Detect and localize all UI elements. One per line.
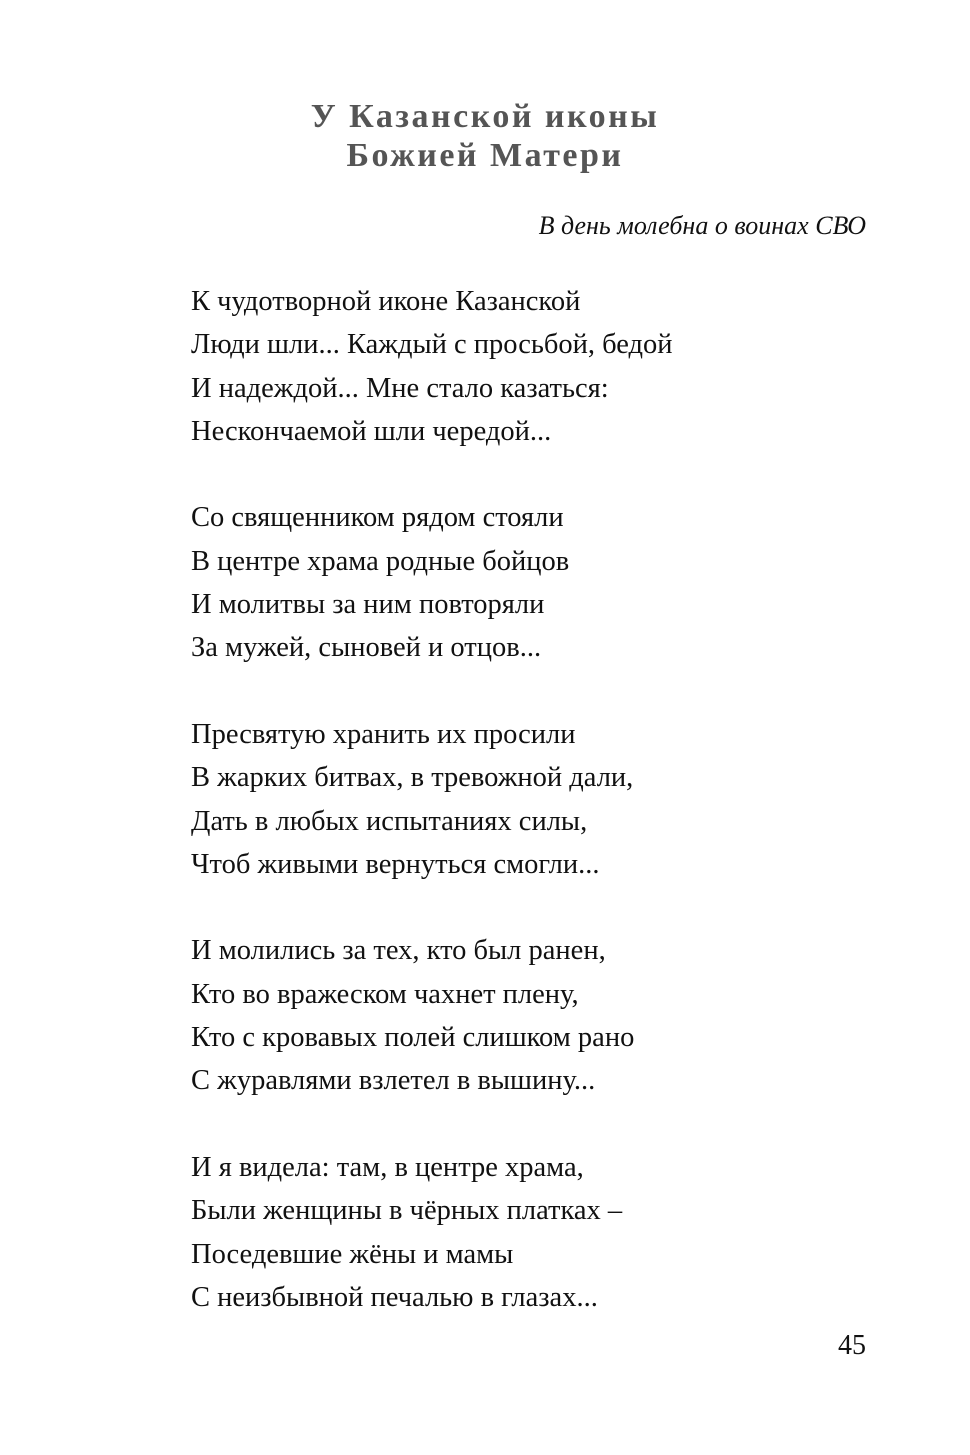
poem-line: Нескончаемой шли чередой... (191, 415, 552, 447)
page-number: 45 (838, 1330, 866, 1361)
stanza (191, 929, 673, 1102)
poem-line: Кто во вражеском чахнет плену, (191, 978, 579, 1010)
poem-line: С журавлями взлетел в вышину... (191, 1065, 596, 1097)
poem-line: Люди шли... Каждый с просьбой, бедой (191, 329, 673, 361)
poem-line: Поседевшие жёны и мамы (191, 1238, 514, 1270)
stanza (191, 713, 673, 886)
poem-line: Со священником рядом стояли (191, 502, 564, 534)
poem-line: И я видела: там, в центре храма, (191, 1151, 584, 1183)
poem-line: В центре храма родные бойцов (191, 545, 570, 577)
poem-title-line: У Казанской иконы (310, 98, 660, 135)
poem-line: В жарких битвах, в тревожной дали, (191, 762, 634, 794)
poem-line: Чтоб живыми вернуться смогли... (191, 848, 600, 880)
poem-line: Кто с кровавых полей слишком рано (191, 1022, 635, 1054)
poem-line: Дать в любых испытаниях силы, (191, 805, 588, 837)
stanza (191, 1146, 673, 1319)
poem-title (0, 97, 970, 175)
stanza (191, 280, 673, 453)
poem-dedication: В день молебна о воинах СВО (538, 211, 866, 240)
poem-body (191, 280, 673, 1362)
poem-line: К чудотворной иконе Казанской (191, 286, 581, 317)
poem-line: За мужей, сыновей и отцов... (191, 632, 542, 664)
poem-line: И надеждой... Мне стало казаться: (191, 372, 609, 404)
stanza (191, 496, 673, 669)
poem-line: С неизбывной печалью в глазах... (191, 1281, 598, 1313)
poem-line: Были женщины в чёрных платках – (191, 1195, 623, 1227)
poem-line: И молитвы за ним повторяли (191, 589, 545, 621)
poem-line: Пресвятую хранить их просили (191, 718, 576, 750)
poem-title-line: Божией Матери (346, 137, 624, 174)
poem-line: И молились за тех, кто был ранен, (191, 935, 606, 967)
